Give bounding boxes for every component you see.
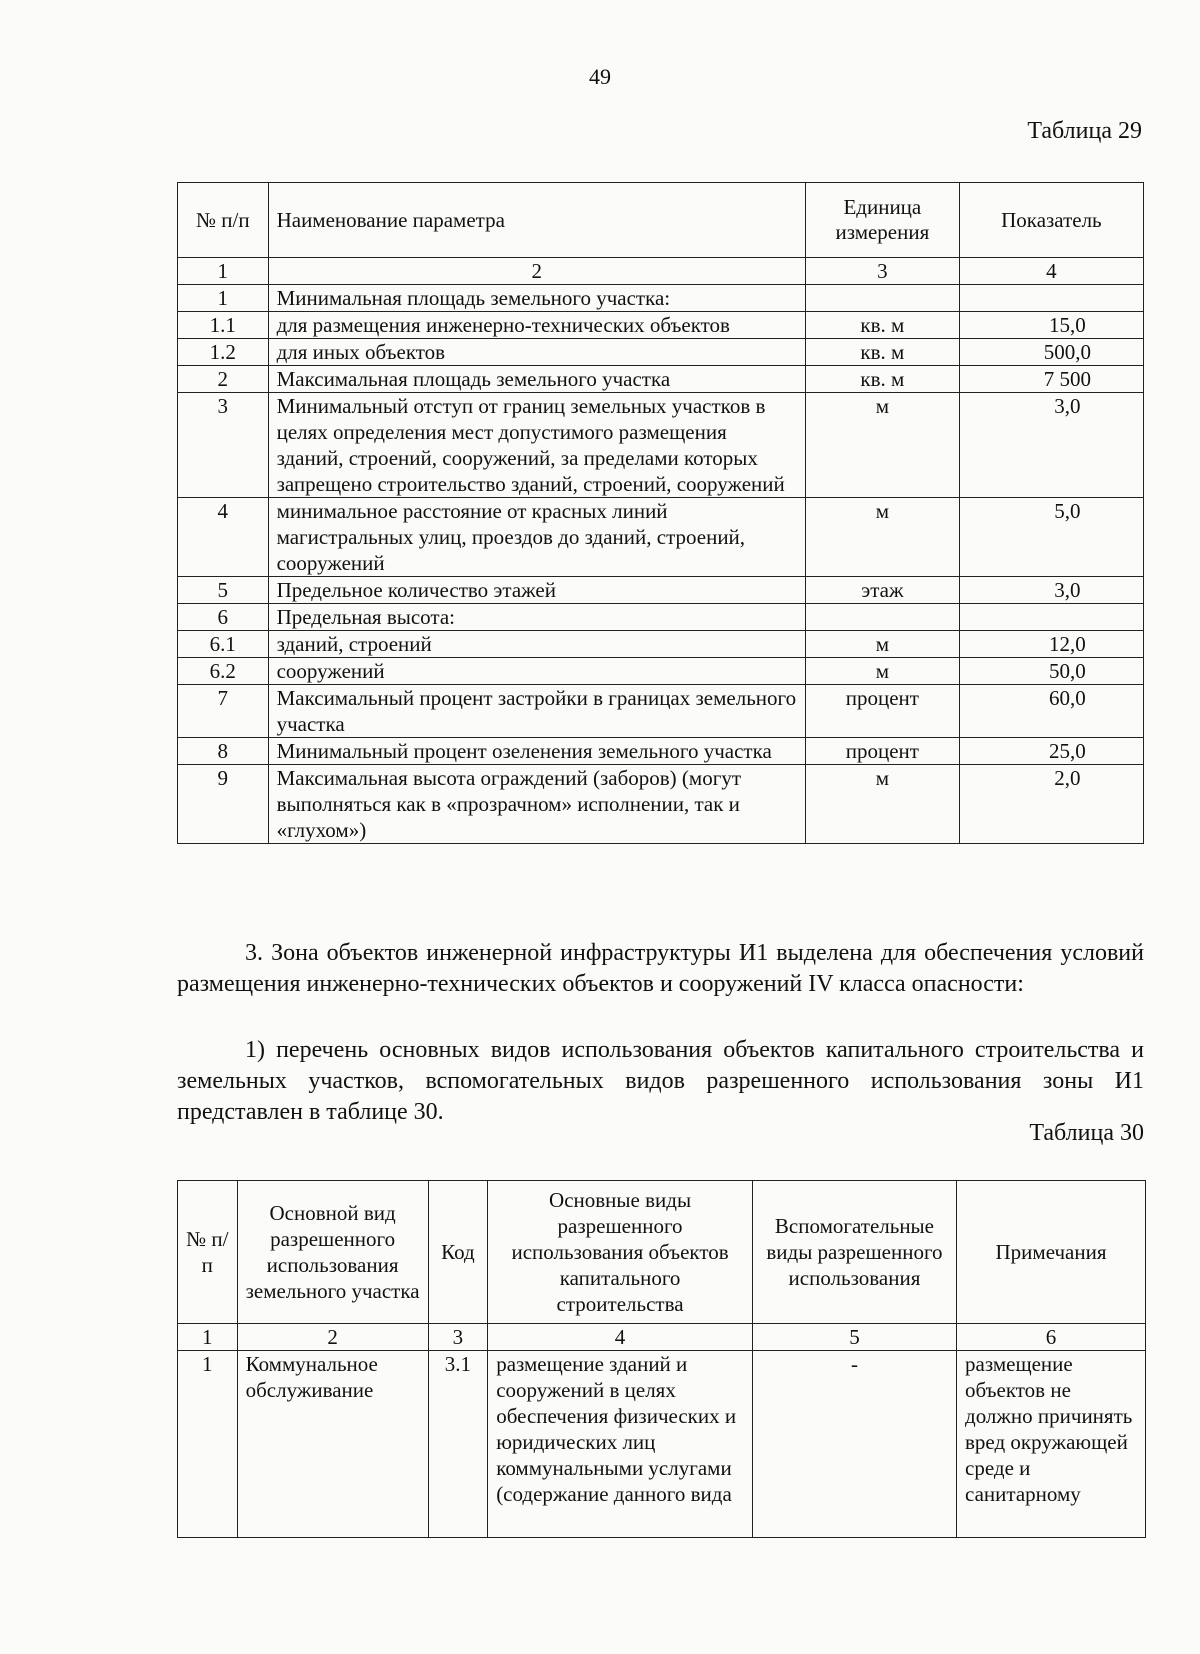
cell-parameter-name: Минимальный процент озеленения земельного участка (268, 738, 805, 765)
cell-unit: кв. м (805, 366, 959, 393)
cell-parameter-name: Максимальная высота ограждений (заборов) (могут выполняться как в «прозрачном» исполнении, так и «глухом») (268, 765, 805, 844)
cell-main-land-use: Коммунальное обслуживание (237, 1351, 428, 1538)
cell-notes: размещение объектов не должно причинять вред окружающей среде и санитарному (957, 1351, 1146, 1538)
cell-unit: м (805, 765, 959, 844)
cell-unit (805, 604, 959, 631)
table-row (178, 577, 1144, 604)
cell-parameter-name: Максимальный процент застройки в границах земельного участка (268, 685, 805, 738)
cell-value: 25,0 (959, 738, 1143, 765)
cell-value: 50,0 (959, 658, 1143, 685)
cell-value: 7 500 (959, 366, 1143, 393)
table-row (178, 312, 1144, 339)
cell-number: 1.2 (178, 339, 269, 366)
cell-parameter-name: зданий, строений (268, 631, 805, 658)
header-main-land-use: Основной вид разрешенного использования земельного участка (237, 1181, 428, 1324)
cell-number: 7 (178, 685, 269, 738)
cell-number: 6.1 (178, 631, 269, 658)
cell-parameter-name: Минимальный отступ от границ земельных участков в целях определения мест допустимого размещения зданий, строений, сооружений, за пределами которых запрещено строительство зданий, строений, сооружений (268, 393, 805, 498)
header-value: Показатель (959, 183, 1143, 258)
cell-number: 4 (178, 498, 269, 577)
header-number: № п/п (178, 183, 269, 258)
cell-number: 2 (178, 366, 269, 393)
table-29 (177, 182, 1144, 844)
index-cell: 3 (428, 1324, 488, 1351)
cell-code: 3.1 (428, 1351, 488, 1538)
table-row (178, 658, 1144, 685)
table-index-row (178, 258, 1144, 285)
cell-parameter-name: для иных объектов (268, 339, 805, 366)
cell-number: 1 (178, 1351, 238, 1538)
index-cell: 2 (268, 258, 805, 285)
cell-number: 9 (178, 765, 269, 844)
header-building-use: Основные виды разрешенного использования объектов капитального строительства (488, 1181, 753, 1324)
table-row (178, 339, 1144, 366)
table-row (178, 285, 1144, 312)
cell-value: 60,0 (959, 685, 1143, 738)
table-row (178, 393, 1144, 498)
index-cell: 6 (957, 1324, 1146, 1351)
table-30-caption: Таблица 30 (1029, 1120, 1144, 1146)
cell-unit: кв. м (805, 339, 959, 366)
cell-number: 6 (178, 604, 269, 631)
header-number: № п/п (178, 1181, 238, 1324)
cell-parameter-name: Предельная высота: (268, 604, 805, 631)
index-cell: 2 (237, 1324, 428, 1351)
cell-number: 6.2 (178, 658, 269, 685)
cell-value: 2,0 (959, 765, 1143, 844)
cell-unit: процент (805, 685, 959, 738)
cell-value: 5,0 (959, 498, 1143, 577)
cell-unit: м (805, 658, 959, 685)
table-header-row (178, 183, 1144, 258)
header-notes: Примечания (957, 1181, 1146, 1324)
index-cell: 4 (488, 1324, 753, 1351)
cell-unit: м (805, 498, 959, 577)
cell-parameter-name: Предельное количество этажей (268, 577, 805, 604)
table-index-row (178, 1324, 1146, 1351)
cell-unit (805, 285, 959, 312)
cell-parameter-name: Минимальная площадь земельного участка: (268, 285, 805, 312)
table-header-row (178, 1181, 1146, 1324)
cell-auxiliary-use: - (752, 1351, 956, 1538)
table-row (178, 366, 1144, 393)
index-cell: 1 (178, 258, 269, 285)
cell-building-use: размещение зданий и сооружений в целях обеспечения физических и юридических лиц коммунальными услугами (содержание данного вида (488, 1351, 753, 1538)
cell-number: 5 (178, 577, 269, 604)
cell-value: 3,0 (959, 393, 1143, 498)
table-row (178, 631, 1144, 658)
header-parameter-name: Наименование параметра (268, 183, 805, 258)
paragraph-table-reference: 1) перечень основных видов использования объектов капитального строительства и земельных участков, вспомогательных видов разрешенного использования зоны И1 представлен в таблице 30. (177, 1037, 1144, 1125)
index-cell: 3 (805, 258, 959, 285)
cell-number: 1.1 (178, 312, 269, 339)
cell-parameter-name: сооружений (268, 658, 805, 685)
cell-parameter-name: Максимальная площадь земельного участка (268, 366, 805, 393)
cell-value: 15,0 (959, 312, 1143, 339)
table-29-caption: Таблица 29 (1027, 118, 1142, 144)
cell-value: 500,0 (959, 339, 1143, 366)
cell-value: 12,0 (959, 631, 1143, 658)
cell-unit: м (805, 393, 959, 498)
table-30 (177, 1180, 1146, 1538)
table-row (178, 738, 1144, 765)
paragraph-zone-description: 3. Зона объектов инженерной инфраструктуры И1 выделена для обеспечения условий размещения инженерно-технических объектов и сооружений IV класса опасности: (177, 940, 1144, 997)
index-cell: 5 (752, 1324, 956, 1351)
header-auxiliary-use: Вспомогательные виды разрешенного использования (752, 1181, 956, 1324)
cell-unit: этаж (805, 577, 959, 604)
cell-value: 3,0 (959, 577, 1143, 604)
index-cell: 1 (178, 1324, 238, 1351)
cell-parameter-name: для размещения инженерно-технических объектов (268, 312, 805, 339)
cell-number: 8 (178, 738, 269, 765)
table-row (178, 604, 1144, 631)
table-row (178, 1351, 1146, 1538)
header-unit: Единица измерения (805, 183, 959, 258)
table-row (178, 765, 1144, 844)
page-number: 49 (589, 64, 611, 89)
header-code: Код (428, 1181, 488, 1324)
cell-value (959, 604, 1143, 631)
table-row (178, 498, 1144, 577)
index-cell: 4 (959, 258, 1143, 285)
table-row (178, 685, 1144, 738)
cell-value (959, 285, 1143, 312)
cell-number: 3 (178, 393, 269, 498)
cell-number: 1 (178, 285, 269, 312)
cell-parameter-name: минимальное расстояние от красных линий магистральных улиц, проездов до зданий, строений, сооружений (268, 498, 805, 577)
cell-unit: м (805, 631, 959, 658)
cell-unit: процент (805, 738, 959, 765)
cell-unit: кв. м (805, 312, 959, 339)
